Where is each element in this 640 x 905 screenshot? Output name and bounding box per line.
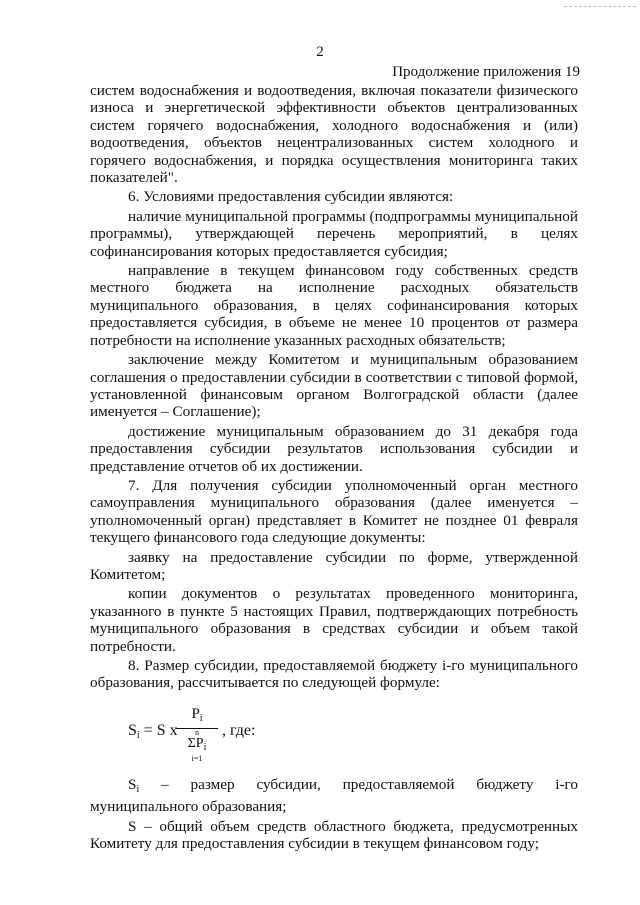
- definition-s: S – общий объем средств областного бюджета, предусмотренных Комитету для предоставления субсидии в текущем финансовом году;: [90, 817, 578, 853]
- paragraph-7: 7. Для получения субсидии уполномоченный орган местного самоуправления муниципального образования (далее именуется – уполномоченный орган) представляет в Комитет не позднее 01 февраля текущего финансового года следующие документы:: [90, 476, 578, 547]
- sum-upper-limit: n: [195, 727, 199, 737]
- page-number: 2: [316, 44, 324, 60]
- document-body: [90, 82, 578, 852]
- formula-where: , где:: [222, 721, 256, 739]
- formula-fraction: [176, 706, 218, 763]
- paragraph-8: 8. Размер субсидии, предоставляемой бюджету i-го муниципального образования, рассчитывается по следующей формуле:: [90, 657, 578, 692]
- paragraph-continued: систем водоснабжения и водоотведения, включая показатели физического износа и энергетической эффективности объектов централизованных систем горячего водоснабжения, холодного водоснабжения и (или) водоотведения, объектов нецентрализованных систем холодного и горячего водоснабжения, и порядка осуществления мониторинга таких показателей".: [90, 82, 578, 187]
- paragraph-condition-program: наличие муниципальной программы (подпрограммы муниципальной программы), утверждающей перечень мероприятий, в целях софинансирования которых предоставляется субсидия;: [90, 207, 578, 260]
- paragraph-document-application: заявку на предоставление субсидии по форме, утвержденной Комитетом;: [90, 548, 578, 583]
- paragraph-6-heading: 6. Условиями предоставления субсидии являются:: [128, 188, 454, 206]
- formula-numerator: $P_i$: [176, 706, 218, 729]
- paragraph-condition-agreement: заключение между Комитетом и муниципальным образованием соглашения о предоставлении субсидии в соответствии с типовой формой, установленной финансовым органом Волгоградской области (далее именуется – Соглашение);: [90, 351, 578, 421]
- definition-si: $S_i$ – размер субсидии, предоставляемой бюджету i-го муниципального образования;: [90, 775, 578, 816]
- appendix-continuation-label: Продолжение приложения 19: [392, 64, 580, 80]
- subsidy-formula: [90, 706, 578, 766]
- paragraph-document-copies: копии документов о результатах проведенного мониторинга, указанного в пункте 5 настоящих Правил, подтверждающих потребность муниципального образования в средствах субсидии и объем такой потребности.: [90, 585, 578, 655]
- formula-denominator: $\Sigma P_i$: [187, 735, 207, 753]
- paragraph-condition-results: достижение муниципальным образованием до 31 декабря года предоставления субсидии результатов использования субсидии и представление отчетов об их достижении.: [90, 422, 578, 475]
- sum-lower-limit: i=1: [191, 753, 203, 763]
- formula-left-side: $S_i = S$ x: [128, 721, 178, 741]
- paragraph-condition-budget: направление в текущем финансовом году собственных средств местного бюджета на исполнение расходных обязательств муниципального образования, в целях софинансирования которых предоставляется субсидия, в объеме не менее 10 процентов от размера потребности на исполнение указанных расходных обязательств;: [90, 262, 578, 349]
- scan-edge-mark: [564, 6, 636, 7]
